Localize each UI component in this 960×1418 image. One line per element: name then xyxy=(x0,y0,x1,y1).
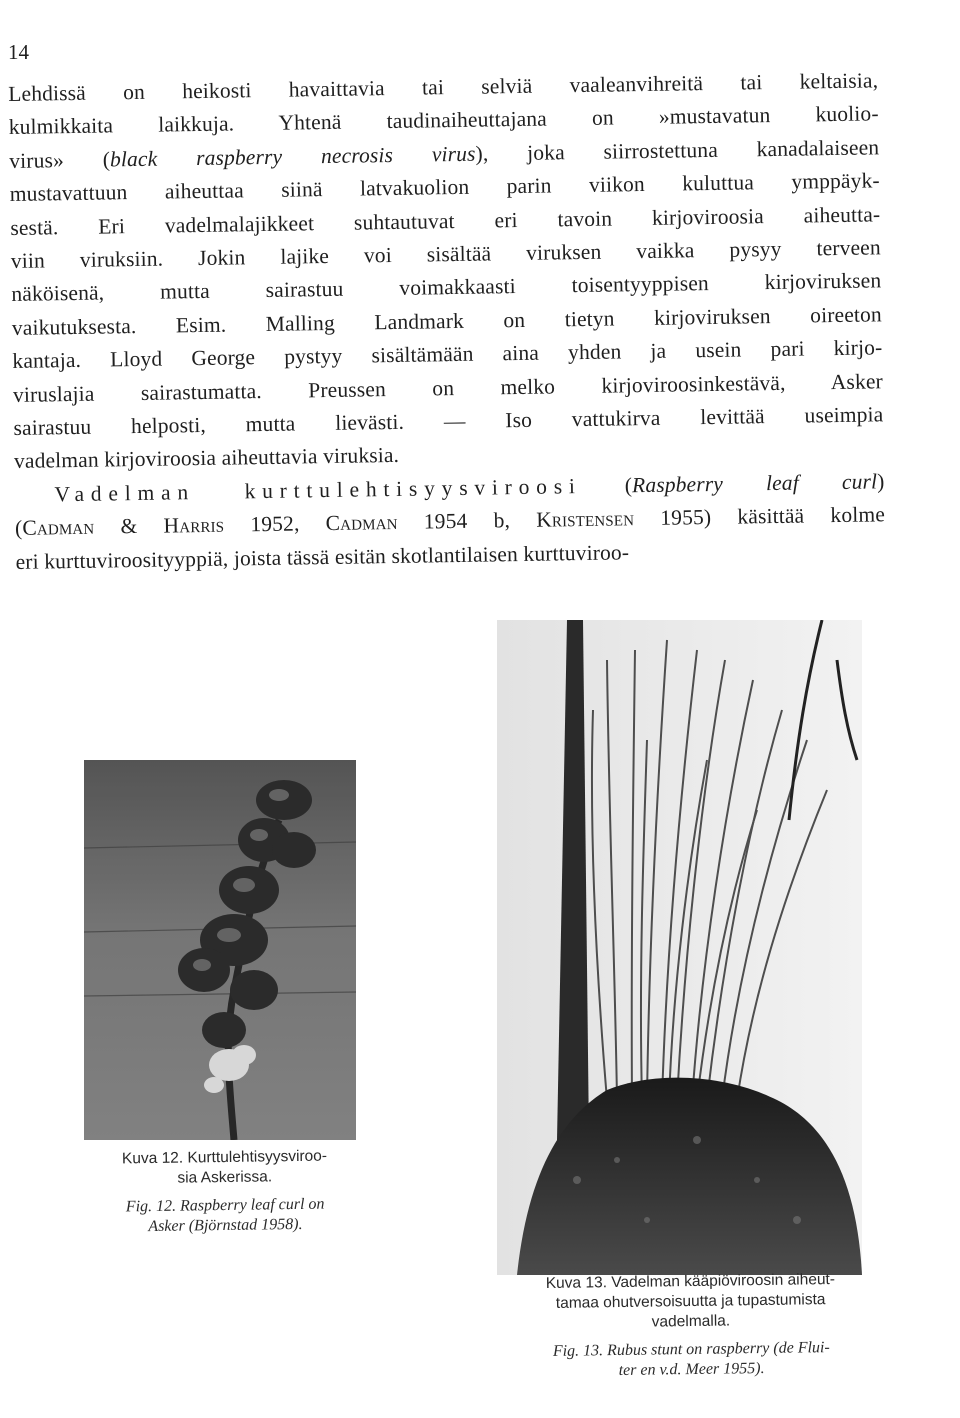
text-line: sairastuu helposti, mutta lievästi. — Iso vattukirva levittää useimpia xyxy=(13,402,884,441)
rubus-stunt-photo xyxy=(497,620,862,1275)
text-line: vadelman kirjoviroosia aiheuttavia viruksia. xyxy=(13,443,400,474)
text-line: Lehdissä on heikosti havaittavia tai selviä vaaleanvihreitä tai keltaisia, xyxy=(8,68,879,106)
text-line: viin viruksiin. Jokin lajike voi sisältää viruksen vaikka pysyy terveen xyxy=(10,235,881,274)
text-line: virus» (black raspberry necrosis virus), joka siirrostettuna kanadalaiseen xyxy=(9,135,880,173)
figure-12-photo xyxy=(84,760,356,1140)
text-line: (Cadman & Harris 1952, Cadman 1954 b, Kristensen 1955) käsittää kolme xyxy=(14,502,886,541)
figure-13-photo xyxy=(497,620,862,1275)
caption-line-fi: vadelmalla. xyxy=(651,1312,731,1331)
caption-line-fi: tamaa ohutversoisuutta ja tupastumista xyxy=(555,1291,826,1312)
text-line: vaikutuksesta. Esim. Malling Landmark on tietyn kirjoviruksen oireeton xyxy=(11,302,883,340)
text-line: eri kurttuviroosityyppiä, joista tässä esitän skotlantilaisen kurttuviroo- xyxy=(15,539,630,574)
caption-line-fi: Kuva 13. Vadelman kääpiöviroosin aiheut- xyxy=(545,1270,836,1293)
text-line: viruslajia sairastumatta. Preussen on melko kirjoviroosinkestävä, Asker xyxy=(12,368,884,407)
text-line: sestä. Eri vadelmalajikkeet suhtautuvat eri tavoin kirjoviroosia aiheutta- xyxy=(10,201,881,240)
caption-line-fi: Kuva 12. Kurttulehtisyysviroo- xyxy=(121,1147,328,1168)
caption-line-fi: sia Askerissa. xyxy=(177,1168,273,1187)
figure-12-caption xyxy=(79,1146,370,1238)
caption-line-en: Fig. 13. Rubus stunt on raspberry (de Flui- xyxy=(552,1339,830,1360)
page-number: 14 xyxy=(8,40,29,64)
text-line: kulmikkaita laikkuja. Yhtenä taudinaiheuttajana on »mustavatun kuolio- xyxy=(8,101,879,140)
body-text xyxy=(8,64,886,579)
text-line: kantaja. Lloyd George pystyy sisältämään aina yhden ja usein pari kirjo- xyxy=(12,335,883,374)
text-line: mustavattuun aiheuttaa siinä latvakuolion parin viikon kuluttua ymppäyk- xyxy=(9,168,880,207)
caption-line-en: Fig. 12. Raspberry leaf curl on xyxy=(125,1195,325,1216)
figure-13-caption xyxy=(505,1269,876,1382)
caption-line-en: ter en v.d. Meer 1955). xyxy=(618,1359,765,1380)
spaced-heading: Vadelman kurttulehtisyysviroosi xyxy=(54,473,582,507)
text-line: näköisenä, mutta sairastuu voimakkaasti toisentyyppisen kirjoviruksen xyxy=(11,268,882,307)
leaf-curl-photo xyxy=(84,760,356,1140)
caption-line-en: Asker (Björnstad 1958). xyxy=(148,1215,303,1236)
section-heading-line: Vadelman kurttulehtisyysviroosi (Raspberry leaf curl) xyxy=(54,469,885,507)
